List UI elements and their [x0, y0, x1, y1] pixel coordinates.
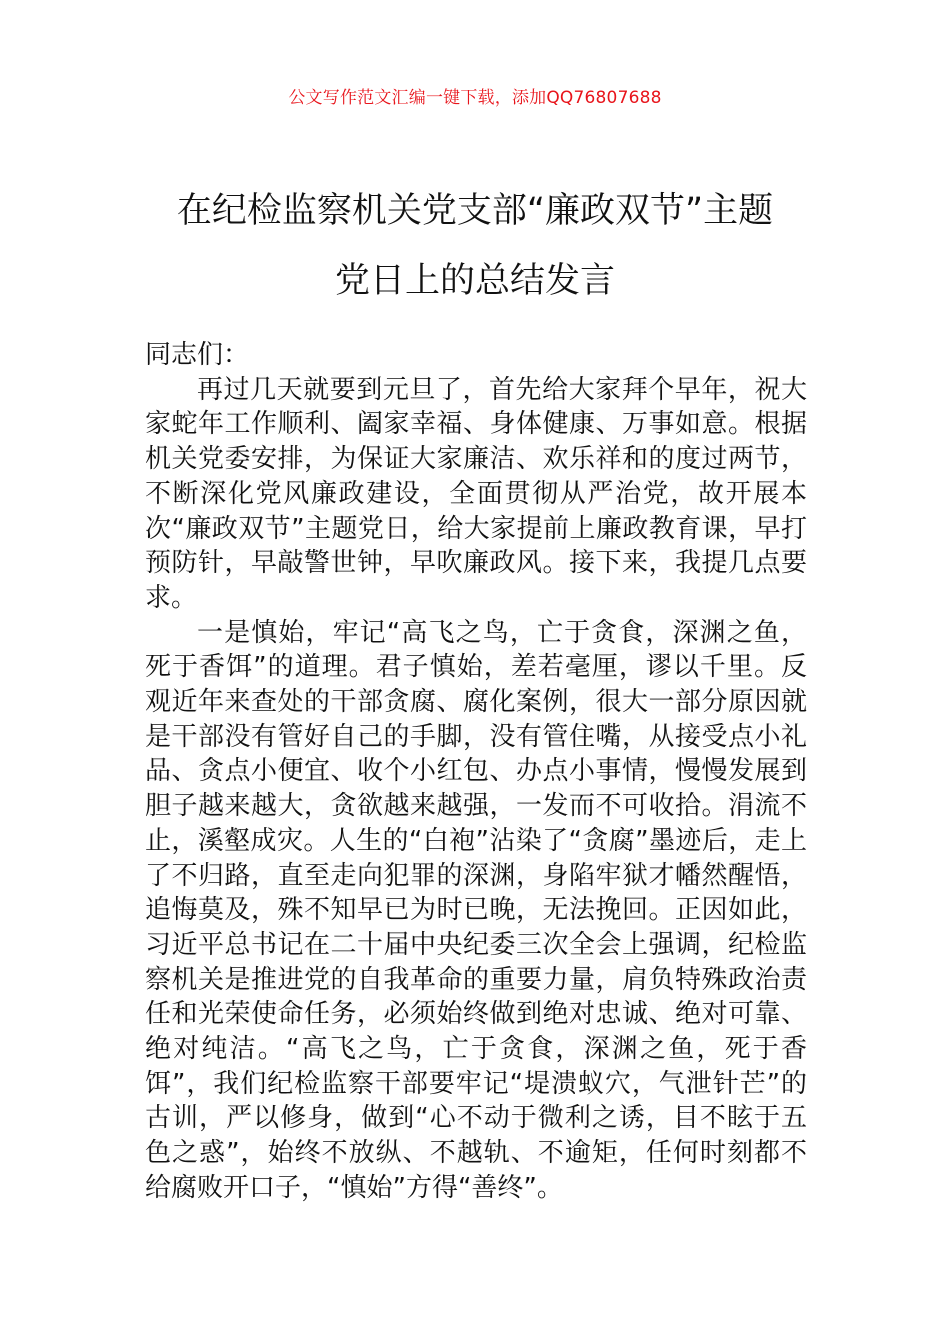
paragraph-intro: 再过几天就要到元旦了，首先给大家拜个早年，祝大家蛇年工作顺利、阖家幸福、身体健康、万事如意。根据机关党委安排，为保证大家廉洁、欢乐祥和的度过两节，不断深化党风廉政建设，全面贯彻从严治党，故开展本次“廉政双节”主题党日，给大家提前上廉政教育课，早打预防针，早敲警世钟，早吹廉政风。接下来，我提几点要求。 — [145, 374, 807, 613]
document-body — [145, 338, 807, 1206]
paragraph-point-one: 一是慎始，牢记“高飞之鸟，亡于贪食，深渊之鱼，死于香饵”的道理。君子慎始，差若毫厘，谬以千里。反观近年来查处的干部贪腐、腐化案例，很大一部分原因就是干部没有管好自己的手脚，没有管住嘴，从接受点小礼品、贪点小便宜、收个小红包、办点小事情，慢慢发展到胆子越来越大，贪欲越来越强，一发而不可收拾。涓流不止，溪壑成灾。人生的“白袍”沾染了“贪腐”墨迹后，走上了不归路，直至走向犯罪的深渊，身陷牢狱才幡然醒悟，追悔莫及，殊不知早已为时已晚，无法挽回。正因如此，习近平总书记在二十届中央纪委三次全会上强调，纪检监察机关是推进党的自我革命的重要力量，肩负特殊政治责任和光荣使命任务，必须始终做到绝对忠诚、绝对可靠、绝对纯洁。“高飞之鸟，亡于贪食，深渊之鱼，死于香饵”，我们纪检监察干部要牢记“堤溃蚁穴，气泄针芒”的古训，严以修身，做到“心不动于微利之诱，目不眩于五色之惑”，始终不放纵、不越轨、不逾矩，任何时刻都不给腐败开口子，“慎始”方得“善终”。 — [145, 617, 807, 1203]
download-promo-note: 公文写作范文汇编一键下载，添加QQ76807688 — [288, 88, 662, 108]
document-title — [100, 176, 850, 316]
title-line-2: 党日上的总结发言 — [334, 261, 615, 301]
salutation: 同志们： — [145, 340, 250, 370]
title-line-1: 在纪检监察机关党支部“廉政双节”主题 — [176, 191, 774, 231]
